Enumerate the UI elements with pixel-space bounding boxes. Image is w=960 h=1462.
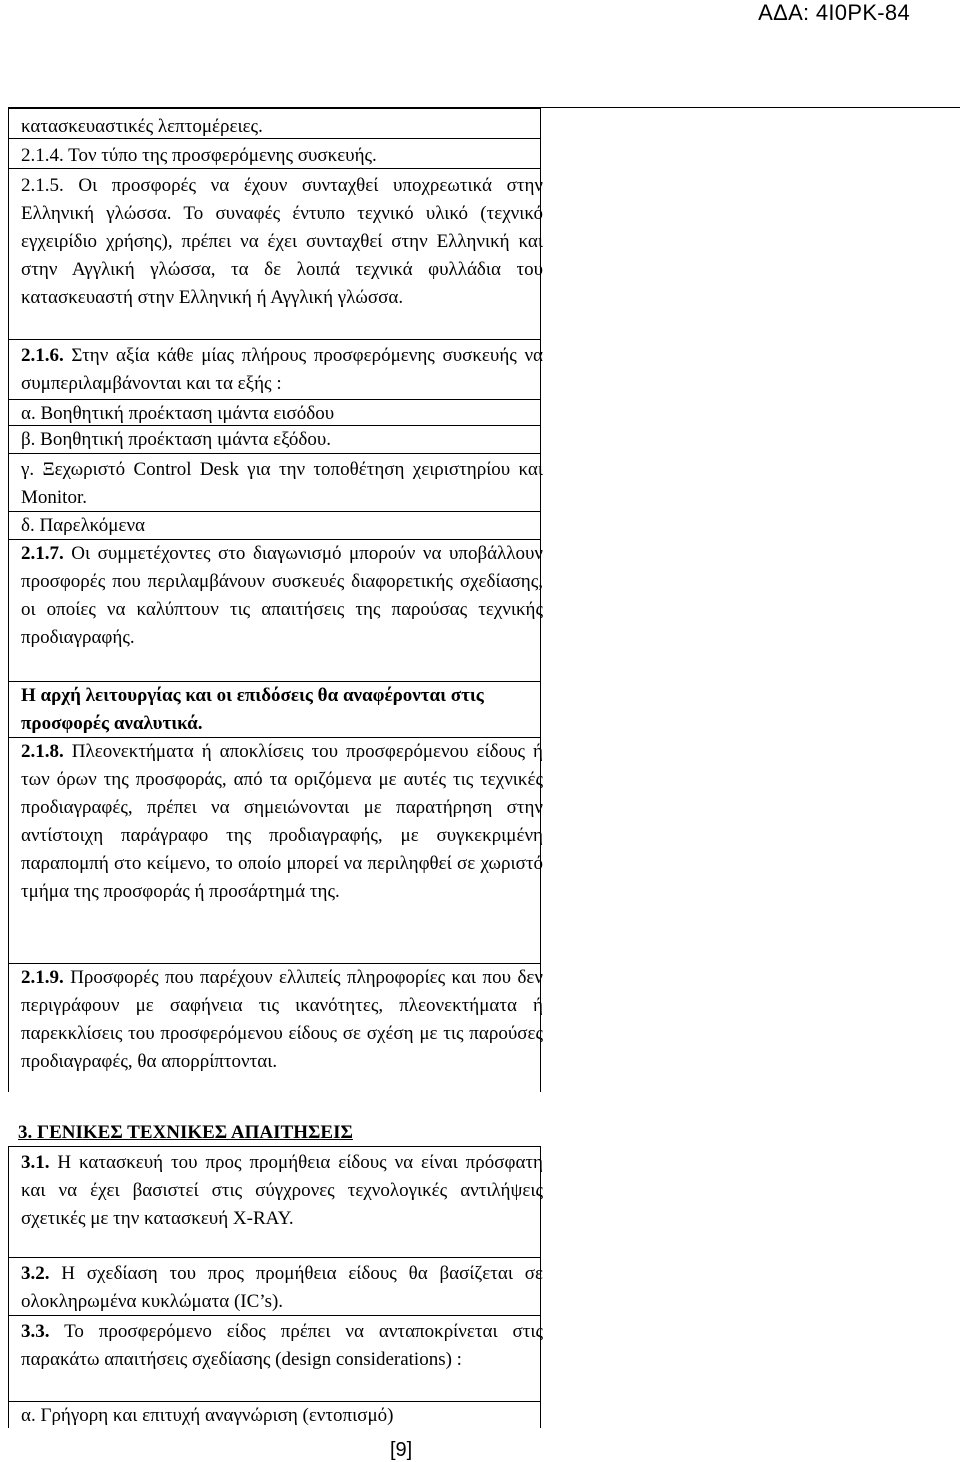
table-row — [9, 339, 543, 400]
spec-paragraph — [21, 964, 543, 1076]
table-row — [9, 425, 540, 454]
spec-table — [0, 107, 960, 1092]
table-row — [9, 108, 540, 139]
spec-text: 2.1.4. Τον τύπο της προσφερόμενης συσκευής. — [21, 145, 377, 166]
table-row — [9, 138, 540, 169]
spec-paragraph — [21, 1149, 543, 1233]
spec-text: β. Βοηθητική προέκταση ιμάντα εξόδου. — [21, 429, 332, 450]
spec-text: Οι συμμετέχοντες στο διαγωνισμό μπορούν να υποβάλλουν προσφορές που περιλαμβάνουν συσκευές διαφορετικής σχεδίασης, οι οποίες να καλύπτουν τις απαιτήσεις της παρούσας τεχνικής προδιαγραφής. — [21, 543, 543, 648]
spec-text: α. Βοηθητική προέκταση ιμάντα εισόδου — [21, 403, 335, 424]
table-row — [9, 399, 540, 426]
table-row — [9, 511, 540, 540]
table-row — [9, 1257, 543, 1316]
spec-text: κατασκευαστικές λεπτομέρειες. — [21, 116, 263, 137]
spec-text: Πλεονεκτήματα ή αποκλίσεις του προσφερόμενου είδους ή των όρων της προσφοράς, από τα οριζόμενα με αυτές τις τεχνικές προδιαγραφές, πρέπει να σημειώνονται με παρατήρηση στην αντίστοιχη παράγραφο της προδιαγραφής, με συγκεκριμένη παραπομπή στο κείμενο, το οποίο μπορεί να περιληφθεί σε χωριστό τμήμα της προσφοράς ή προσάρτημά της. — [21, 741, 543, 902]
spec-text: Η σχεδίαση του προς προμήθεια είδους θα βασίζεται σε ολοκληρωμένα κυκλώματα (IC’s). — [21, 1263, 543, 1312]
table-row — [9, 737, 543, 964]
spec-text: δ. Παρελκόμενα — [21, 515, 146, 536]
clause-number: 3.3. — [21, 1321, 50, 1342]
spec-text: Η κατασκευή του προς προμήθεια είδους να είναι πρόσφατη και να έχει βασιστεί στις σύγχρονες τεχνολογικές αντιλήψεις σχετικές με την κατασκευή X-RAY. — [21, 1152, 543, 1229]
remarks-column — [540, 107, 960, 1092]
requirements-table — [0, 1146, 960, 1428]
table-row — [9, 1315, 543, 1402]
clause-number: 2.1.8. — [21, 741, 64, 762]
spec-text: α. Γρήγορη και επιτυχή αναγνώριση (εντοπισμό) — [21, 1405, 394, 1426]
clause-number: 3.1. — [21, 1152, 50, 1173]
table-row — [9, 168, 543, 340]
spec-paragraph — [21, 540, 543, 652]
spec-paragraph — [21, 738, 543, 906]
page-number: [9] — [390, 1439, 413, 1461]
spec-text: Το προσφερόμενο είδος πρέπει να ανταποκρίνεται στις παρακάτω απαιτήσεις σχεδίασης (design considerations) : — [21, 1321, 543, 1370]
table-row — [9, 1401, 540, 1430]
spec-text: γ. Ξεχωριστό Control Desk για την τοποθέτηση χειριστηρίου και Monitor. — [21, 459, 543, 508]
requirements-column — [8, 1146, 541, 1428]
spec-text: Στην αξία κάθε μίας πλήρους προσφερόμενης συσκευής να συμπεριλαμβάνονται και τα εξής : — [21, 345, 543, 394]
spec-column — [8, 107, 541, 1092]
spec-paragraph — [21, 1260, 543, 1316]
document-ada-code: ΑΔΑ: 4Ι0ΡΚ-84 — [758, 0, 910, 25]
spec-note: Η αρχή λειτουργίας και οι επιδόσεις θα αναφέρονται στις προσφορές αναλυτικά. — [21, 685, 484, 734]
clause-number: 2.1.7. — [21, 543, 64, 564]
clause-number: 3.2. — [21, 1263, 50, 1284]
clause-number: 2.1.6. — [21, 345, 64, 366]
spec-text: 2.1.5. Οι προσφορές να έχουν συνταχθεί υποχρεωτικά στην Ελληνική γλώσσα. Το συναφές έντυπο τεχνικό υλικό (τεχνικό εγχειρίδιο χρήσης), πρέπει να έχει συνταχθεί στην Ελληνική και στην Αγγλική γλώσσα, τα δε λοιπά τεχνικά φυλλάδια του κατασκευαστή στην Ελληνική ή Αγγλική γλώσσα. — [21, 175, 543, 308]
spec-paragraph — [21, 342, 543, 398]
section-heading: 3. ΓΕΝΙΚΕΣ ΤΕΧΝΙΚΕΣ ΑΠΑΙΤΗΣΕΙΣ — [18, 1122, 353, 1143]
table-row — [9, 453, 543, 512]
spec-text: Προσφορές που παρέχουν ελλιπείς πληροφορίες και που δεν περιγράφουν με σαφήνεια τις ικανότητες, πλεονεκτήματα ή παρεκκλίσεις του προσφερόμενου είδους σε σχέση με τις παρούσες προδιαγραφές, θα απορρίπτονται. — [21, 967, 543, 1072]
table-row — [9, 963, 543, 1094]
spec-paragraph — [21, 1318, 543, 1374]
table-row — [9, 539, 543, 682]
clause-number: 2.1.9. — [21, 967, 64, 988]
table-row — [9, 1147, 543, 1257]
table-row — [9, 681, 540, 738]
